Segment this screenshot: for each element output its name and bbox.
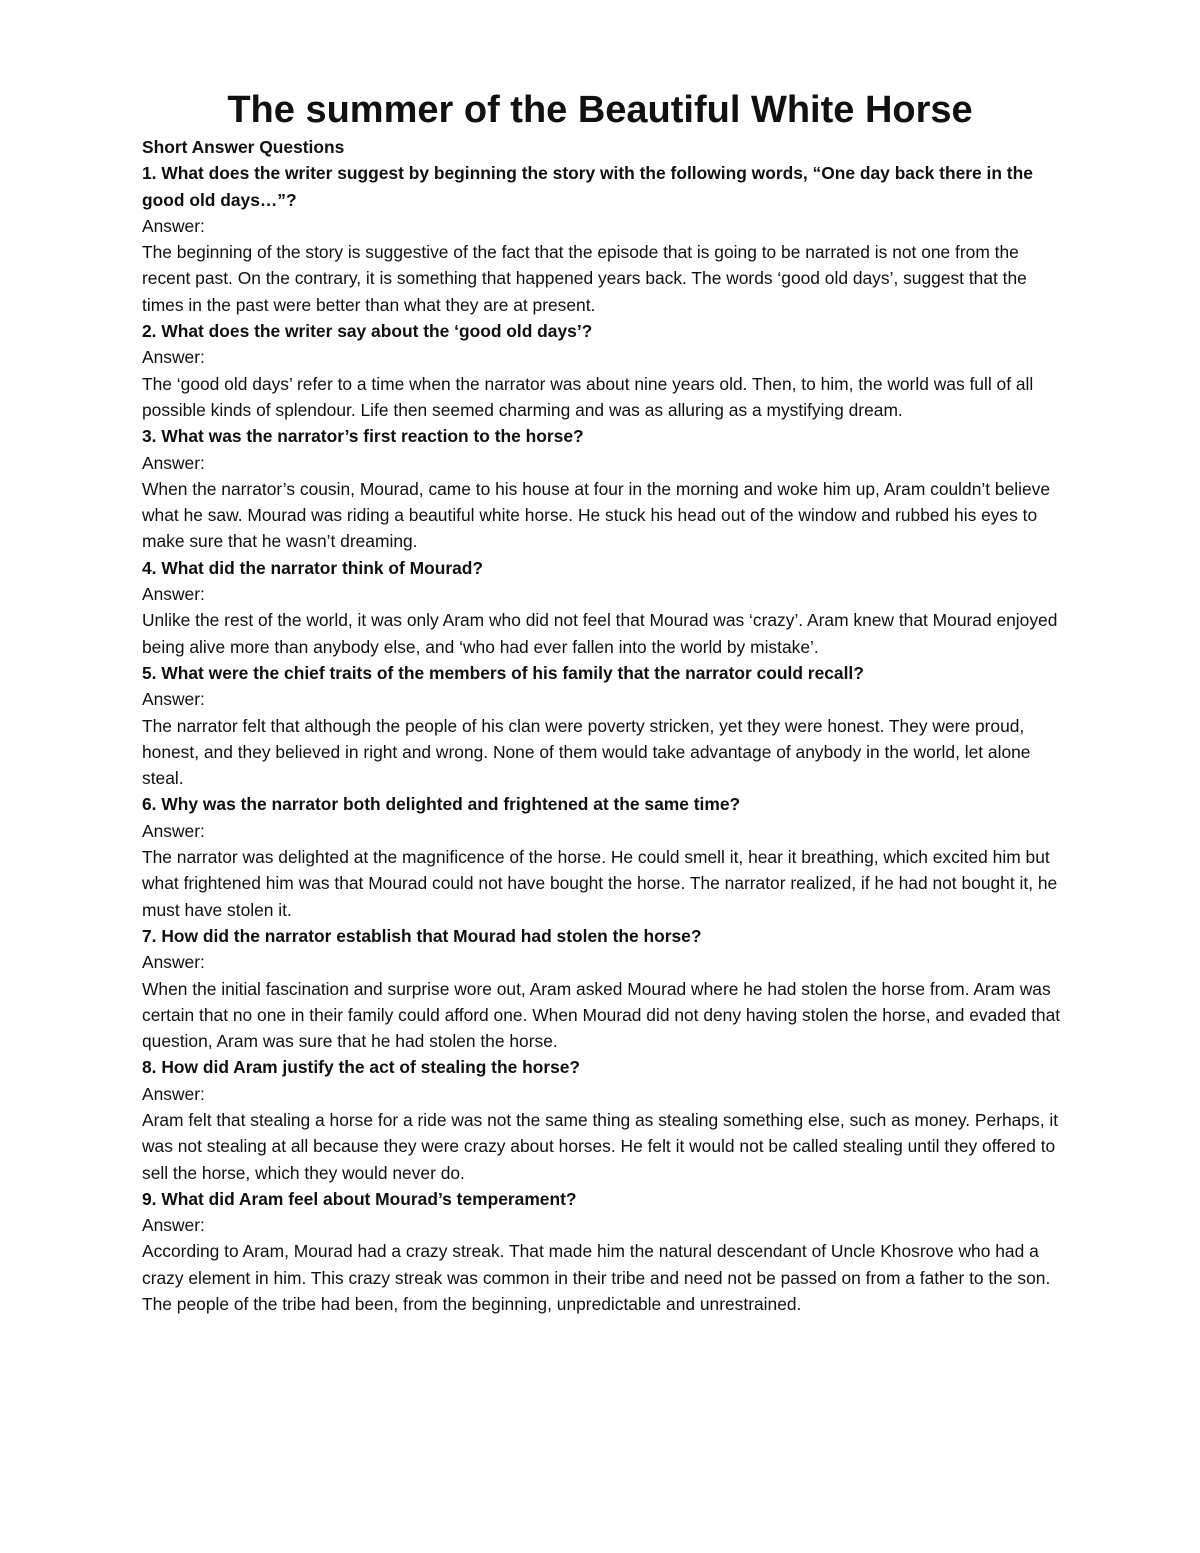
- answer-text: When the narrator’s cousin, Mourad, came to his house at four in the morning and woke him up, Aram couldn’t believe what he saw. Mourad was riding a beautiful white horse. He stuck his head out of the window and rubbed his eyes to make sure that he wasn’t dreaming.: [142, 478, 1051, 552]
- question-text: 9. What did Aram feel about Mourad’s temperament?: [142, 1188, 577, 1209]
- answer-text: The narrator felt that although the people of his clan were poverty stricken, yet they were honest. They were proud, honest, and they believed in right and wrong. None of them would take advantage of anybody in the world, let alone steal.: [142, 715, 1031, 789]
- question-text: 2. What does the writer say about the ‘good old days’?: [142, 321, 593, 342]
- answer-text: The beginning of the story is suggestive of the fact that the episode that is going to be narrated is not one from the recent past. On the contrary, it is something that happened years back. The words ‘good old days’, suggest that the times in the past were better than what they are at present.: [142, 242, 1027, 315]
- question-text: 1. What does the writer suggest by beginning the story with the following words, “One day back there in the good old days…”?: [142, 163, 1033, 210]
- answer-text: When the initial fascination and surprise wore out, Aram asked Mourad where he had stolen the horse from. Aram was certain that no one in their family could afford one. When Mourad did not deny having stolen the horse, and evaded that question, Aram was sure that he had stolen the horse.: [142, 978, 1061, 1052]
- answer-text: According to Aram, Mourad had a crazy streak. That made him the natural descendant of Uncle Khosrove who had a crazy element in him. This crazy streak was common in their tribe and need not be passed on from a father to the son. The people of the tribe had been, from the beginning, unpredictable and unrestrained.: [142, 1241, 1051, 1315]
- qa-item: [142, 555, 1067, 660]
- answer-text: Unlike the rest of the world, it was only Aram who did not feel that Mourad was ‘crazy’. Aram knew that Mourad enjoyed being alive more than anybody else, and ‘who had ever fallen into the world by mistake’.: [142, 610, 1058, 657]
- answer-label: Answer:: [142, 952, 205, 973]
- qa-item: [142, 791, 1067, 922]
- question-text: 7. How did the narrator establish that Mourad had stolen the horse?: [142, 925, 702, 946]
- answer-text: The ‘good old days’ refer to a time when the narrator was about nine years old. Then, to him, the world was full of all possible kinds of splendour. Life then seemed charming and was as alluring as a mystifying dream.: [142, 373, 1034, 420]
- qa-item: [142, 423, 1067, 554]
- qa-item: [142, 923, 1067, 1054]
- section-subtitle: Short Answer Questions: [142, 137, 345, 157]
- answer-label: Answer:: [142, 452, 205, 473]
- qa-item: [142, 1054, 1067, 1185]
- answer-label: Answer:: [142, 347, 205, 368]
- answer-label: Answer:: [142, 1215, 205, 1236]
- qa-item: [142, 318, 1067, 423]
- question-text: 6. Why was the narrator both delighted and frightened at the same time?: [142, 794, 741, 815]
- question-text: 5. What were the chief traits of the members of his family that the narrator could recall?: [142, 662, 864, 683]
- qa-item: [142, 1186, 1067, 1317]
- question-text: 8. How did Aram justify the act of stealing the horse?: [142, 1057, 581, 1078]
- answer-label: Answer:: [142, 820, 205, 841]
- answer-text: The narrator was delighted at the magnificence of the horse. He could smell it, hear it breathing, which excited him but what frightened him was that Mourad could not have bought the horse. The narrator realized, if he had not bought it, he must have stolen it.: [142, 847, 1058, 920]
- qa-item: [142, 160, 1067, 318]
- answer-label: Answer:: [142, 1083, 205, 1104]
- question-text: 3. What was the narrator’s first reaction to the horse?: [142, 426, 584, 447]
- answer-text: Aram felt that stealing a horse for a ride was not the same thing as stealing something else, such as money. Perhaps, it was not stealing at all because they were crazy about horses. He felt it would not be called stealing until they offered to sell the horse, which they would never do.: [142, 1109, 1059, 1183]
- document-body: [142, 134, 1067, 1317]
- qa-item: [142, 660, 1067, 791]
- question-text: 4. What did the narrator think of Mourad?: [142, 557, 484, 578]
- answer-label: Answer:: [142, 689, 205, 710]
- answer-label: Answer:: [142, 215, 205, 236]
- answer-label: Answer:: [142, 584, 205, 605]
- document-title: The summer of the Beautiful White Horse: [227, 89, 973, 131]
